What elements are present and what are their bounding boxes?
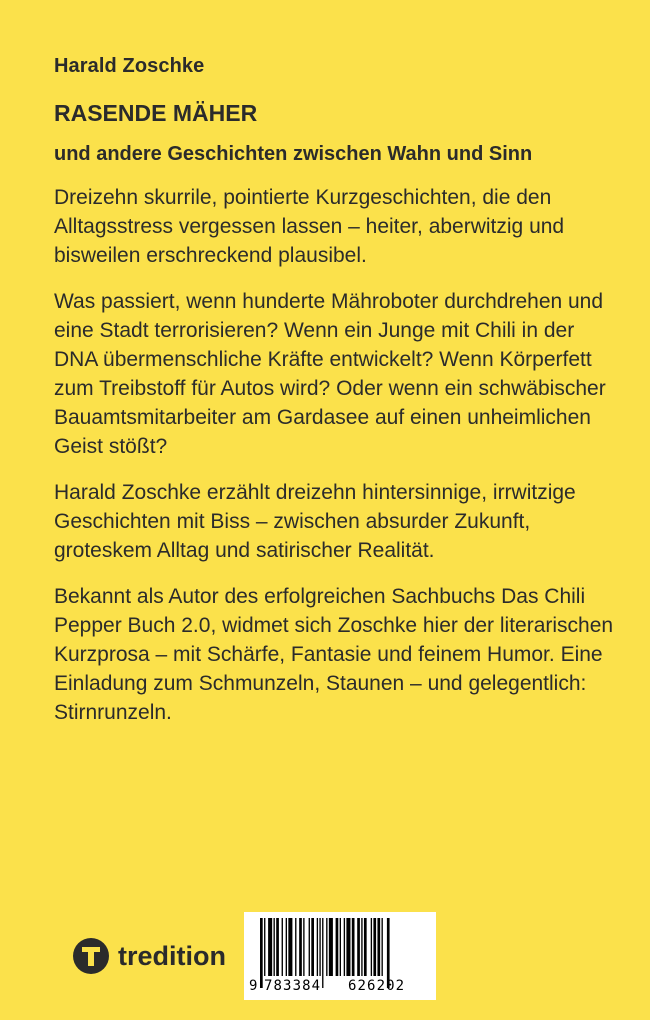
barcode-bar: [382, 918, 383, 976]
barcode-bar: [268, 918, 272, 976]
barcode-bar: [340, 918, 341, 976]
barcode-bar: [371, 918, 372, 976]
barcode-bar: [317, 918, 318, 976]
barcode-bar: [352, 918, 355, 976]
blurb: [54, 183, 614, 744]
barcode-bar: [299, 918, 302, 976]
blurb-paragraph: Was passiert, wenn hunderte Mähroboter durchdrehen und eine Stadt terrorisieren? Wenn ein Junge mit Chili in der DNA übermenschliche Kräfte entwickelt? Wenn Körperfett zum Treibstoff für Autos wird? Oder wenn ein schwäbischer Bauamtsmitarbeiter am Gardasee auf einen unheimlichen Geist stößt?: [54, 290, 606, 458]
barcode-bar: [303, 918, 304, 976]
barcode-bar: [364, 918, 367, 976]
barcode-bar: [276, 918, 279, 976]
barcode-bar: [274, 918, 275, 976]
isbn-barcode: [244, 912, 436, 1000]
barcode-bar: [288, 918, 292, 976]
barcode-bar: [326, 918, 327, 976]
barcode-bar: [373, 918, 376, 976]
barcode-bar: [329, 918, 333, 976]
barcode-bar: [286, 918, 287, 976]
publisher-logo: [73, 938, 226, 974]
barcode-bar: [309, 918, 310, 976]
barcode-bar: [311, 918, 314, 976]
barcode-bar: [357, 918, 360, 976]
blurb-paragraph: Harald Zoschke erzählt dreizehn hintersinnige, irrwitzige Geschichten mit Biss – zwischen absurder Zukunft, groteskem Alltag und satirischer Realität.: [54, 481, 576, 562]
blurb-paragraph: Bekannt als Autor des erfolgreichen Sachbuchs Das Chili Pepper Buch 2.0, widmet sich Zoschke hier der literarischen Kurzprosa – mit Schärfe, Fantasie und feinem Humor. Eine Einladung zum Schmunzeln, Staunen – und gelegentlich: Stirnrunzeln.: [54, 585, 614, 724]
book-subtitle: und andere Geschichten zwischen Wahn und Sinn: [54, 143, 533, 165]
barcode-bar: [295, 918, 296, 976]
barcode-bar: [336, 918, 339, 976]
barcode-bar: [361, 918, 362, 976]
barcode-bar: [282, 918, 283, 976]
isbn-left-digits: 783384: [264, 978, 322, 994]
barcode-bar: [322, 918, 323, 988]
barcode-bar: [264, 918, 265, 976]
isbn-right-digits: 626202: [348, 978, 406, 994]
barcode-bar: [346, 918, 350, 976]
barcode-bar: [377, 918, 380, 976]
barcode-bar: [344, 918, 345, 976]
barcode-bar: [319, 918, 320, 976]
tredition-t-logo-icon: [73, 938, 109, 974]
isbn-first-digit: 9: [249, 978, 258, 994]
barcode-bar: [260, 918, 263, 988]
author-name: Harald Zoschke: [54, 55, 205, 77]
publisher-name: tredition: [118, 940, 226, 971]
book-title: RASENDE MÄHER: [54, 100, 258, 126]
blurb-paragraph: Dreizehn skurrile, pointierte Kurzgeschichten, die den Alltagsstress vergessen lassen – heiter, aberwitzig und bisweilen erschreckend plausibel.: [54, 186, 565, 267]
